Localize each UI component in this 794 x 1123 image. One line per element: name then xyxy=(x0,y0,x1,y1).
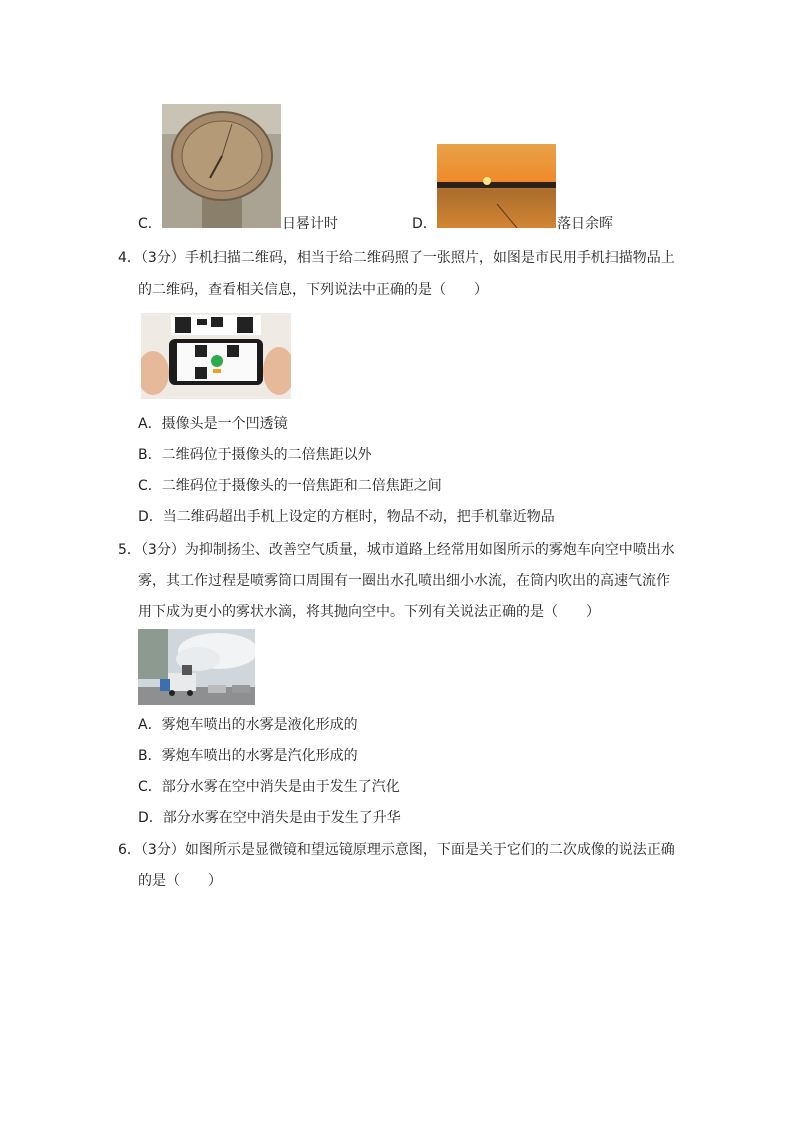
q5-stem-line1: 5．（3分）为抑制扬尘、改善空气质量，城市道路上经常用如图所示的雾炮车向空中喷出水 xyxy=(118,542,675,558)
q4-option-d: D．当二维码超出手机上设定的方框时，物品不动，把手机靠近物品 xyxy=(138,509,555,525)
sundial-photo xyxy=(162,104,281,228)
q3-option-d-letter: D． xyxy=(412,216,437,232)
q5-option-b: B．雾炮车喷出的水雾是汽化形成的 xyxy=(138,748,358,764)
q4-option-a: A．摄像头是一个凹透镜 xyxy=(138,416,288,432)
q4-option-b: B．二维码位于摄像头的二倍焦距以外 xyxy=(138,447,372,463)
q5-stem-line2: 雾，其工作过程是喷雾筒口周围有一圈出水孔喷出细小水流，在筒内吹出的高速气流作 xyxy=(138,573,670,589)
q5-option-a: A．雾炮车喷出的水雾是液化形成的 xyxy=(138,717,358,733)
q4-stem-line1: 4．（3分）手机扫描二维码，相当于给二维码照了一张照片，如图是市民用手机扫描物品上 xyxy=(118,250,675,266)
q3-option-c-caption: 日晷计时 xyxy=(282,216,338,232)
sunset-photo xyxy=(437,144,556,228)
q5-option-d: D．部分水雾在空中消失是由于发生了升华 xyxy=(138,810,401,826)
q5-stem-line3: 用下成为更小的雾状水滴，将其抛向空中。下列有关说法正确的是（ ） xyxy=(138,604,600,620)
qr-scan-photo xyxy=(141,313,291,399)
q4-stem-line2: 的二维码，查看相关信息，下列说法中正确的是（ ） xyxy=(138,282,488,298)
q5-option-c: C．部分水雾在空中消失是由于发生了汽化 xyxy=(138,779,400,795)
fog-cannon-photo xyxy=(138,629,255,705)
q4-option-c: C．二维码位于摄像头的一倍焦距和二倍焦距之间 xyxy=(138,478,442,494)
q6-stem-line1: 6．（3分）如图所示是显微镜和望远镜原理示意图，下面是关于它们的二次成像的说法正确 xyxy=(118,842,675,858)
q3-option-c-letter: C． xyxy=(138,216,162,232)
q3-option-d-caption: 落日余晖 xyxy=(557,216,613,232)
q6-stem-line2: 的是（ ） xyxy=(138,873,222,889)
